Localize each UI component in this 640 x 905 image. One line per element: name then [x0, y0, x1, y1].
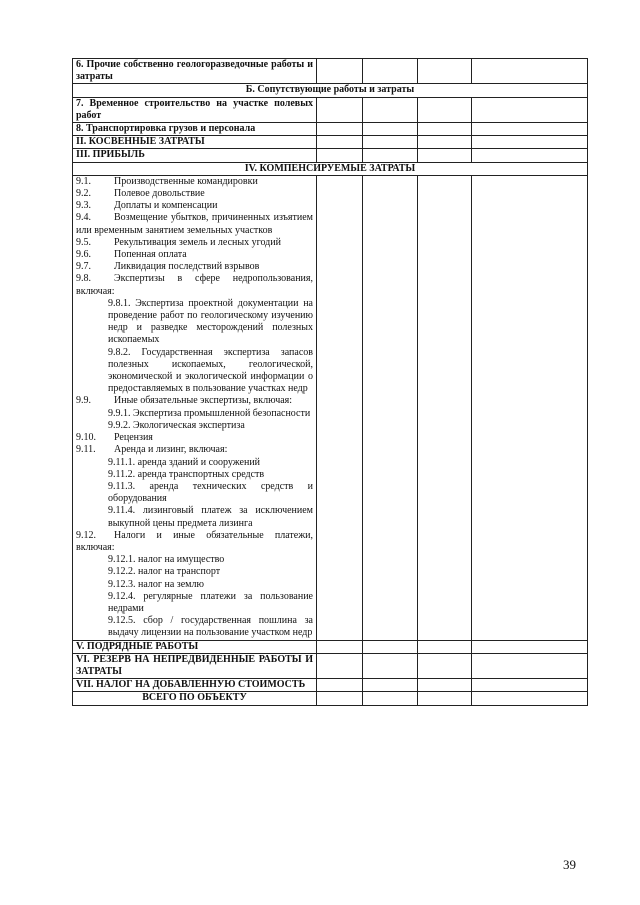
cost-item-label: V. ПОДРЯДНЫЕ РАБОТЫ [73, 640, 317, 653]
list-item [76, 591, 313, 615]
item-text: 9.9.2. Экологическая экспертиза [108, 419, 245, 431]
section-header: IV. КОМПЕНСИРУЕМЫЕ ЗАТРАТЫ [73, 162, 588, 175]
table-row [73, 679, 588, 692]
cost-item-label: VII. НАЛОГ НА ДОБАВЛЕННУЮ СТОИМОСТЬ [73, 679, 317, 692]
value-cell [472, 692, 588, 705]
item-text: Рекультивация земель и лесных угодий [114, 236, 281, 248]
value-cell [363, 692, 418, 705]
value-cell [317, 59, 363, 84]
value-cell [418, 679, 472, 692]
item-text: 9.9.1. Экспертиза промышленной безопасности [108, 407, 311, 419]
table-row [73, 653, 588, 678]
list-item [76, 481, 313, 505]
cost-item-label: 7. Временное строительство на участке полевых работ [73, 97, 317, 122]
item-number: 9.6. [76, 249, 91, 261]
list-item [76, 273, 313, 297]
list-item [76, 261, 313, 273]
value-cell [418, 692, 472, 705]
item-text: Экспертизы в сфере недропользования, включая: [76, 273, 313, 297]
value-cell [317, 97, 363, 122]
value-cell [418, 653, 472, 678]
value-cell [418, 59, 472, 84]
item-number: 9.10. [76, 432, 96, 444]
value-cell [418, 640, 472, 653]
value-cell [472, 123, 588, 136]
list-item [76, 444, 313, 456]
list-item [76, 298, 313, 347]
value-cell [363, 640, 418, 653]
value-cell [472, 97, 588, 122]
list-item [76, 212, 313, 236]
item-number: 9.4. [76, 212, 91, 224]
value-cell [363, 136, 418, 149]
item-text: Аренда и лизинг, включая: [114, 444, 228, 456]
list-item [76, 554, 313, 566]
table-row [73, 692, 588, 705]
value-cell [363, 123, 418, 136]
value-cell [317, 136, 363, 149]
item-number: 9.3. [76, 200, 91, 212]
value-cell [317, 653, 363, 678]
table-row [73, 136, 588, 149]
list-item [76, 420, 313, 432]
table-row [73, 97, 588, 122]
table-row [73, 162, 588, 175]
item-text: Налоги и иные обязательные платежи, включая: [76, 529, 313, 553]
item-text: Возмещение убытков, причиненных изъятием или временным занятием земельных участков [76, 212, 313, 236]
item-text: Попенная оплата [114, 249, 187, 261]
item-text: Доплаты и компенсации [114, 200, 218, 212]
table-row [73, 59, 588, 84]
cost-item-label: III. ПРИБЫЛЬ [73, 149, 317, 162]
value-cell [317, 175, 363, 640]
item-text: 9.12.3. налог на землю [108, 578, 204, 590]
value-cell [363, 679, 418, 692]
list-item [76, 176, 313, 188]
item-text: Рецензия [114, 432, 153, 444]
value-cell [472, 640, 588, 653]
value-cell [317, 123, 363, 136]
value-cell [472, 59, 588, 84]
item-number: 9.8. [76, 273, 91, 285]
item-text: 9.12.1. налог на имущество [108, 554, 225, 566]
value-cell [472, 679, 588, 692]
item-text: 9.11.3. аренда технических средств и оборудования [108, 480, 313, 505]
value-cell [472, 175, 588, 640]
list-item [76, 408, 313, 420]
item-text: 9.12.2. налог на транспорт [108, 566, 221, 578]
item-number: 9.9. [76, 395, 91, 407]
list-item [76, 566, 313, 578]
list-item [76, 469, 313, 481]
item-number: 9.11. [76, 444, 96, 456]
value-cell [363, 59, 418, 84]
item-text: 9.11.2. аренда транспортных средств [108, 468, 265, 480]
value-cell [317, 149, 363, 162]
list-item [76, 395, 313, 407]
item-number: 9.2. [76, 188, 91, 200]
item-text: 9.11.1. аренда зданий и сооружений [108, 456, 261, 468]
list-item [76, 188, 313, 200]
list-item [76, 249, 313, 261]
list-item [76, 347, 313, 396]
list-item [76, 432, 313, 444]
item-text: 9.8.2. Государственная экспертиза запасов полезных ископаемых, геологической, экономической и экологической информации о предоставляемых в пользование участках недр [108, 346, 313, 395]
cost-item-label: 6. Прочие собственно геологоразведочные работы и затраты [73, 59, 317, 84]
list-item [76, 457, 313, 469]
value-cell [418, 149, 472, 162]
section-header: Б. Сопутствующие работы и затраты [73, 84, 588, 97]
list-item [76, 200, 313, 212]
table-row [73, 84, 588, 97]
page-number: 39 [563, 857, 576, 872]
value-cell [317, 692, 363, 705]
cost-item-label: 8. Транспортировка грузов и персонала [73, 123, 317, 136]
item-number: 9.7. [76, 261, 91, 273]
item-text: Производственные командировки [114, 175, 258, 187]
table-row [73, 175, 588, 640]
table-row [73, 123, 588, 136]
list-item [76, 505, 313, 529]
cost-estimate-table [72, 58, 588, 706]
cost-item-label: II. КОСВЕННЫЕ ЗАТРАТЫ [73, 136, 317, 149]
list-item [76, 530, 313, 554]
value-cell [418, 175, 472, 640]
value-cell [317, 679, 363, 692]
item-text: Ликвидация последствий взрывов [114, 261, 260, 273]
value-cell [317, 640, 363, 653]
item-number: 9.5. [76, 236, 91, 248]
list-item [76, 615, 313, 639]
item-text: Полевое довольствие [114, 188, 205, 200]
compensable-cost-items [73, 175, 317, 640]
item-text: 9.12.5. сбор / государственная пошлина за выдачу лицензии на пользование участком недр [108, 615, 313, 639]
value-cell [418, 123, 472, 136]
value-cell [472, 653, 588, 678]
value-cell [418, 97, 472, 122]
cost-item-label: VI. РЕЗЕРВ НА НЕПРЕДВИДЕННЫЕ РАБОТЫ И ЗАТРАТЫ [73, 653, 317, 678]
value-cell [472, 149, 588, 162]
value-cell [418, 136, 472, 149]
item-number: 9.1. [76, 175, 91, 187]
item-text: 9.8.1. Экспертиза проектной документации на проведение работ по геологическому изучению недр и разведке месторождений полезных ископаемых [108, 297, 313, 346]
value-cell [472, 136, 588, 149]
value-cell [363, 97, 418, 122]
item-text: Иные обязательные экспертизы, включая: [114, 395, 293, 407]
total-label: ВСЕГО ПО ОБЪЕКТУ [73, 692, 317, 705]
table-body [73, 59, 588, 706]
list-item [76, 579, 313, 591]
item-text: 9.12.4. регулярные платежи за пользование недрами [108, 590, 313, 614]
value-cell [363, 149, 418, 162]
value-cell [363, 653, 418, 678]
table-row [73, 640, 588, 653]
value-cell [363, 175, 418, 640]
item-text: 9.11.4. лизинговый платеж за исключением выкупной цены предмета лизинга [108, 505, 313, 529]
list-item [76, 237, 313, 249]
table-row [73, 149, 588, 162]
item-number: 9.12. [76, 529, 96, 541]
